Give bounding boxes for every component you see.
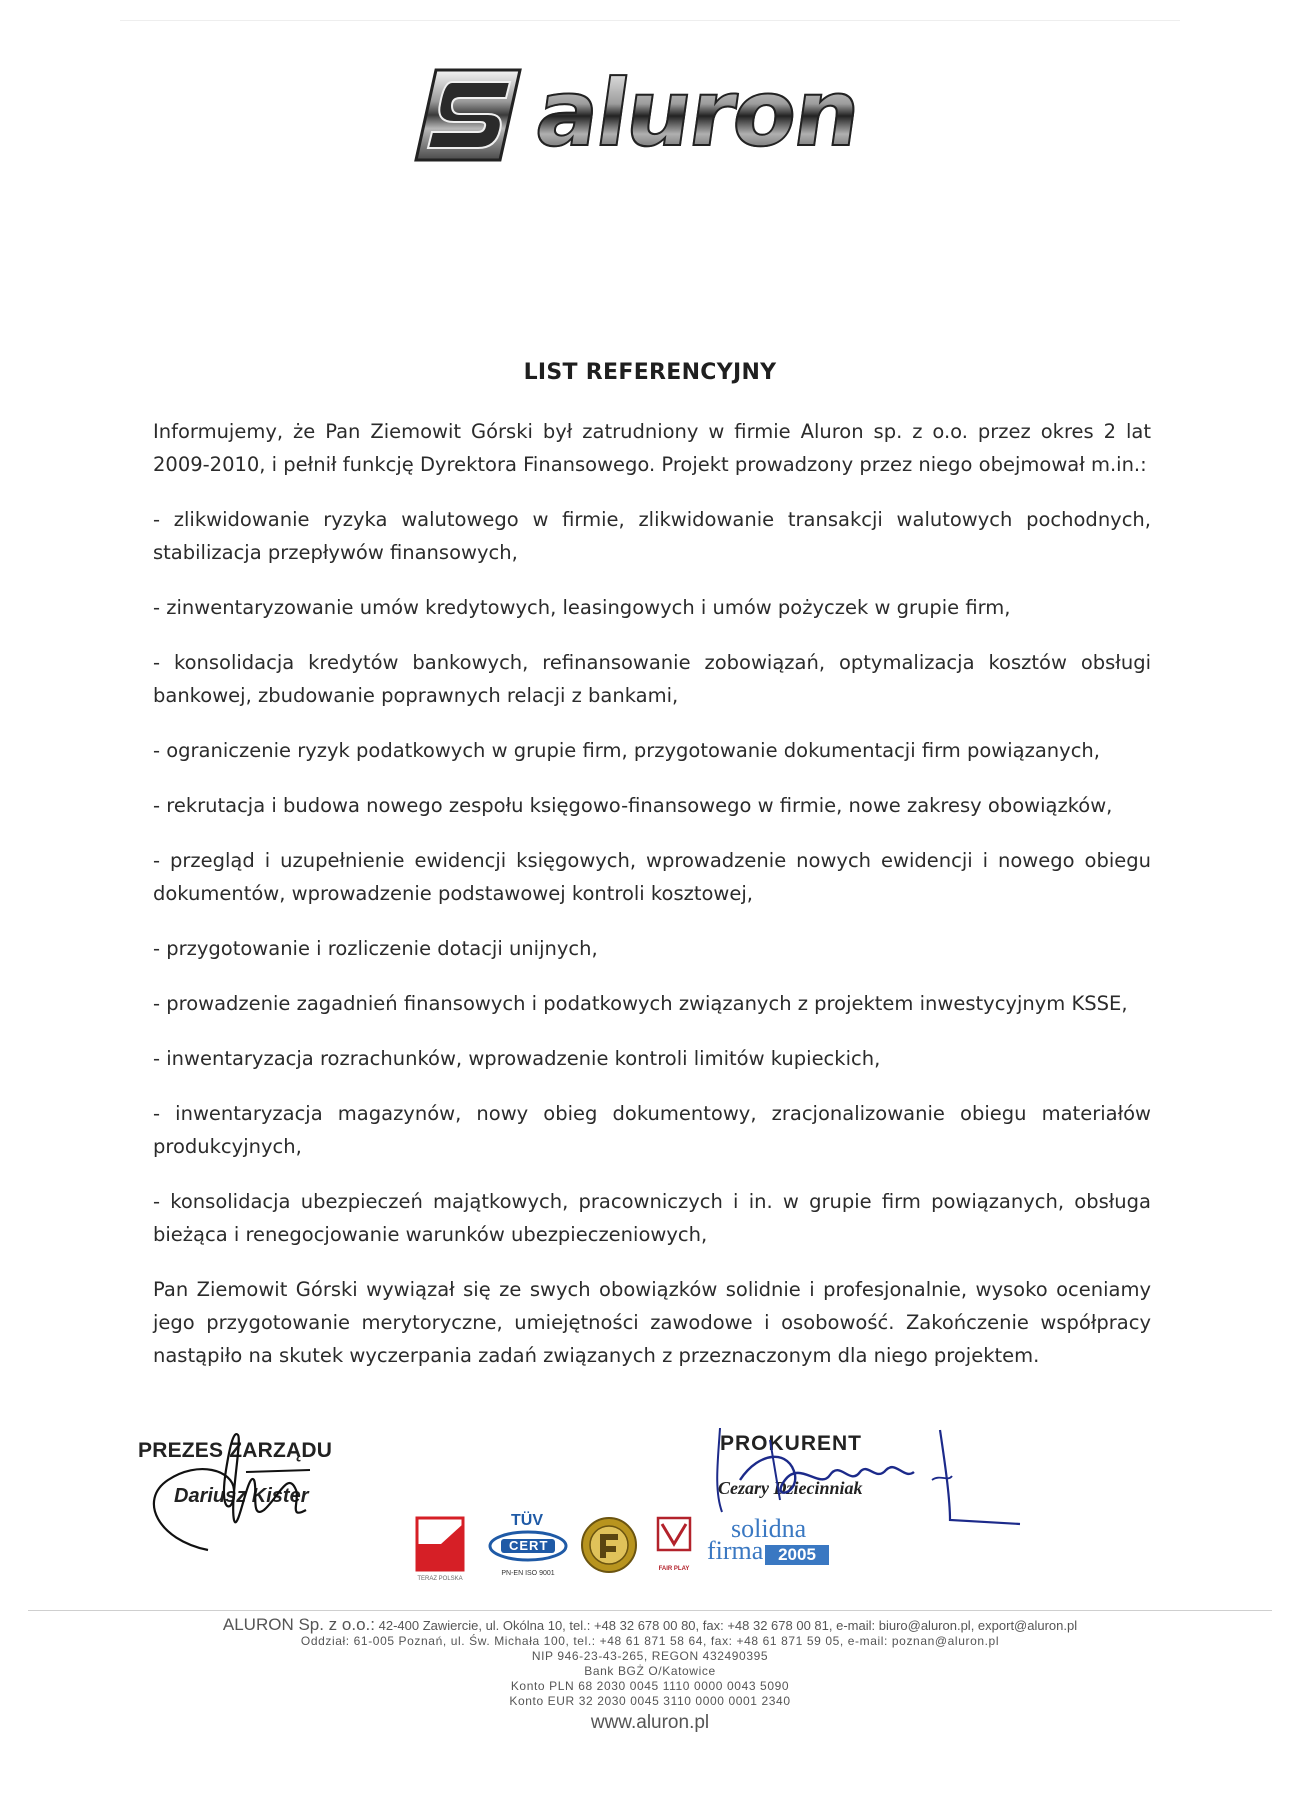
solidna-firma-logo bbox=[707, 1514, 835, 1576]
footer-address: 42-400 Zawiercie, ul. Okólna 10, tel.: +48 32 678 00 80, fax: +48 32 678 00 81, e-mail: biuro@aluron.pl, export@aluron.pl bbox=[378, 1618, 1078, 1633]
gold-medal-logo bbox=[580, 1516, 638, 1576]
cert-caption: TERAZ POLSKA bbox=[417, 1576, 463, 1582]
footer-bank: Bank BGŻ O/Katowice bbox=[584, 1664, 716, 1678]
list-item: - konsolidacja ubezpieczeń majątkowych, pracowniczych i in. w grupie firm powiązanych, obsługa bieżąca i renegocjowanie warunków ubezpieczeniowych, bbox=[153, 1190, 1151, 1246]
footer-company: ALURON Sp. z o.o.: bbox=[222, 1615, 375, 1634]
footer-konto-pln: Konto PLN 68 2030 0045 1110 0000 0043 5090 bbox=[510, 1679, 790, 1693]
footer-website: www.aluron.pl bbox=[590, 1712, 710, 1733]
list-item: - inwentaryzacja magazynów, nowy obieg dokumentowy, zracjonalizowanie obiegu materiałów produkcyjnych, bbox=[153, 1102, 1151, 1158]
footer-address-line bbox=[0, 1616, 1300, 1634]
list-item: - ograniczenie ryzyk podatkowych w grupie firm, przygotowanie dokumentacji firm powiązanych, bbox=[153, 739, 1100, 762]
list-item: - konsolidacja kredytów bankowych, refinansowanie zobowiązań, optymalizacja kosztów obsługi bankowej, zbudowanie poprawnych relacji z bankami, bbox=[153, 651, 1151, 707]
list-item: - zlikwidowanie ryzyka walutowego w firmie, zlikwidowanie transakcji walutowych pochodnych, stabilizacja przepływów finansowych, bbox=[153, 508, 1151, 564]
teraz-polska-icon bbox=[415, 1516, 465, 1572]
aluron-logo bbox=[408, 60, 866, 168]
closing-paragraph: Pan Ziemowit Górski wywiązał się ze swych obowiązków solidnie i profesjonalnie, wysoko oceniamy jego przygotowanie merytoryczne, umiejętności zawodowe i osobowość. Zakończenie współpracy nastąpiło na skutek wyczerpania zadań związanych z przeznaczonym dla niego projektem. bbox=[153, 1278, 1151, 1367]
list-item: - zinwentaryzowanie umów kredytowych, leasingowych i umów pożyczek w grupie firm, bbox=[153, 596, 1011, 619]
solidna-label: solidna bbox=[731, 1514, 807, 1543]
top-scan-edge bbox=[120, 20, 1180, 21]
list-item: - przegląd i uzupełnienie ewidencji księgowych, wprowadzenie nowych ewidencji i nowego obiegu dokumentów, wprowadzenie podstawowej kontroli kosztowej, bbox=[153, 849, 1151, 905]
firma-label: firma bbox=[707, 1536, 764, 1565]
letter-footer bbox=[0, 1616, 1300, 1735]
signature-name: Cezary Dziecinniak bbox=[718, 1478, 863, 1498]
tuv-cert-logo bbox=[485, 1514, 571, 1582]
footer-branch: Oddział: 61-005 Poznań, ul. Św. Michała 100, tel.: +48 61 871 58 64, fax: +48 61 871 59 05, e-mail: poznan@aluron.pl bbox=[300, 1634, 1000, 1648]
intro-paragraph: Informujemy, że Pan Ziemowit Górski był zatrudniony w firmie Aluron sp. z o.o. przez okres 2 lat 2009-2010, i pełnił funkcję Dyrektora Finansowego. Projekt prowadzony przez niego obejmował m.in.: bbox=[153, 420, 1151, 476]
footer-nip: NIP 946-23-43-265, REGON 432490395 bbox=[531, 1649, 769, 1663]
logo-wordmark: aluron bbox=[529, 60, 866, 167]
tuv-mid-label: CERT bbox=[509, 1538, 549, 1553]
cert-caption: PN-EN ISO 9001 bbox=[501, 1570, 555, 1577]
letter-body bbox=[153, 415, 1151, 1394]
signature-block-president bbox=[138, 1435, 398, 1555]
certification-logos bbox=[405, 1512, 835, 1592]
handwritten-signature-icon bbox=[138, 1410, 398, 1560]
teraz-polska-logo bbox=[415, 1516, 465, 1584]
solidna-year-badge: 2005 bbox=[765, 1545, 829, 1565]
signature-role: PROKURENT bbox=[720, 1432, 863, 1455]
tuv-top-label: TÜV bbox=[511, 1512, 543, 1529]
letter-title: LIST REFERENCYJNY bbox=[523, 360, 777, 385]
signature-role: PREZES ZARZĄDU bbox=[138, 1439, 333, 1462]
cert-caption: FAIR PLAY bbox=[658, 1566, 690, 1572]
fair-play-icon bbox=[648, 1516, 700, 1562]
list-item: - prowadzenie zagadnień finansowych i podatkowych związanych z projektem inwestycyjnym KSSE, bbox=[153, 992, 1128, 1015]
list-item: - rekrutacja i budowa nowego zespołu księgowo-finansowego w firmie, nowe zakresy obowiązków, bbox=[153, 794, 1113, 817]
list-item: - przygotowanie i rozliczenie dotacji unijnych, bbox=[153, 937, 598, 960]
footer-divider bbox=[28, 1610, 1272, 1611]
signature-name: Dariusz Kister bbox=[174, 1485, 309, 1507]
gold-medal-icon bbox=[580, 1516, 638, 1574]
fair-play-logo bbox=[648, 1516, 700, 1584]
footer-konto-eur: Konto EUR 32 2030 0045 3110 0000 0001 2340 bbox=[509, 1694, 791, 1708]
list-item: - inwentaryzacja rozrachunków, wprowadzenie kontroli limitów kupieckich, bbox=[153, 1047, 881, 1070]
